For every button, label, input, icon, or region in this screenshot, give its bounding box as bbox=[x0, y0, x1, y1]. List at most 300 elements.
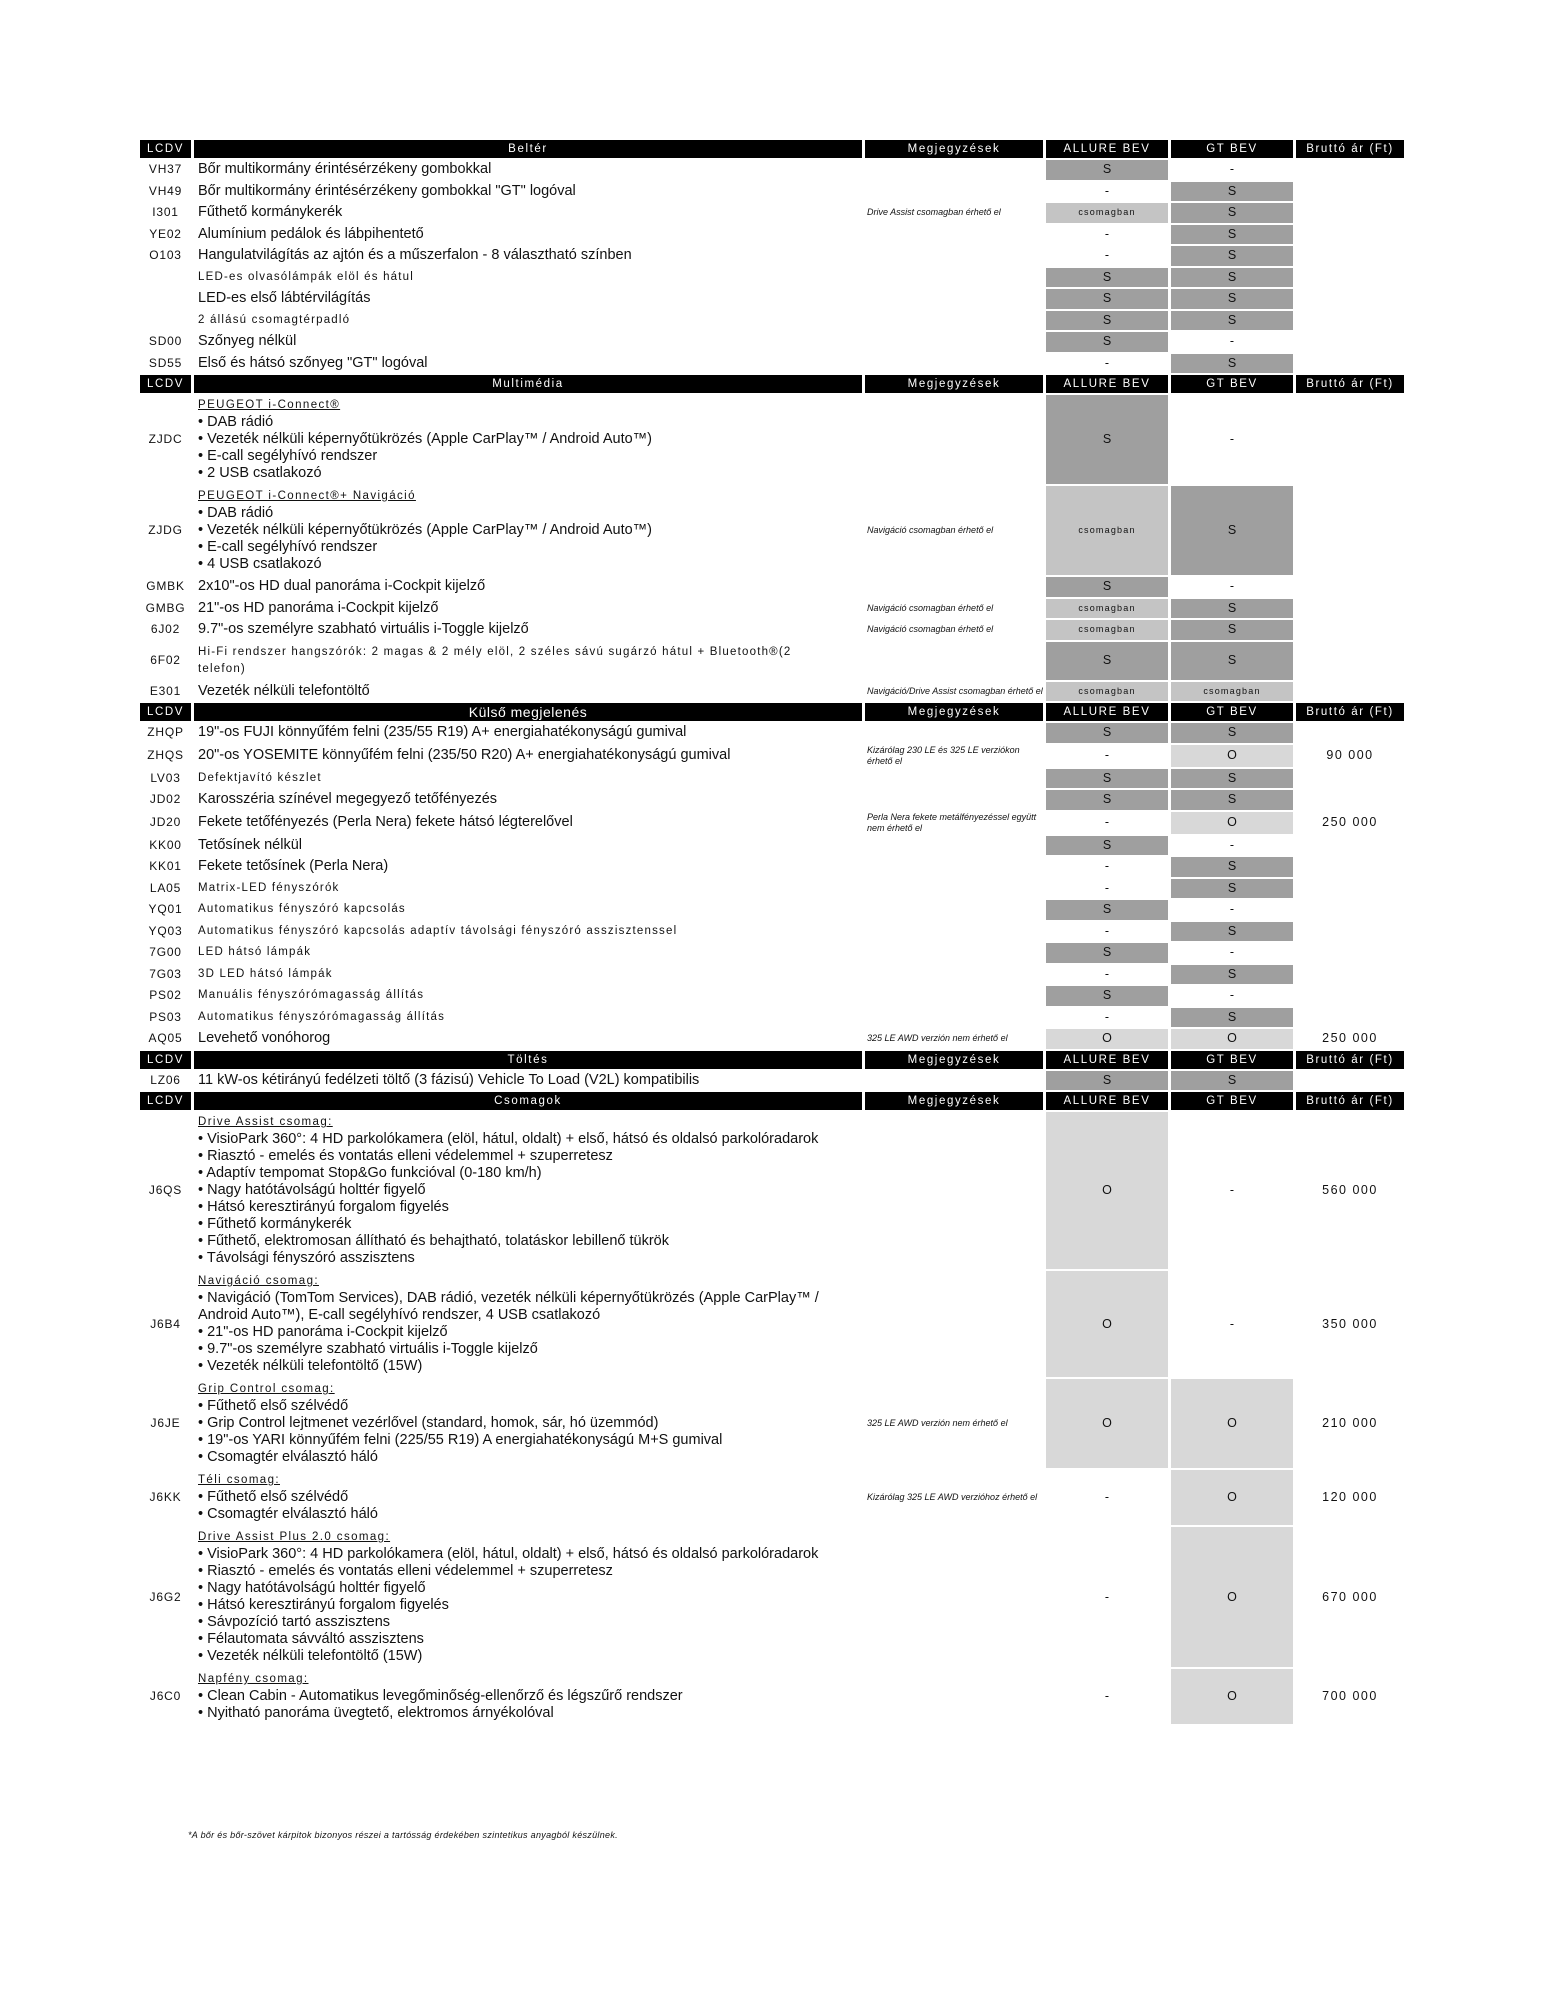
allure-value: csomagban bbox=[1046, 486, 1168, 575]
table-row bbox=[140, 1008, 1404, 1028]
header-allure: ALLURE BEV bbox=[1046, 1051, 1168, 1069]
header-price: Bruttó ár (Ft) bbox=[1296, 1092, 1404, 1110]
equipment-table bbox=[137, 138, 1407, 1726]
lcdv-code: KK00 bbox=[149, 837, 182, 852]
note bbox=[865, 311, 1043, 331]
gt-value: S bbox=[1171, 599, 1293, 619]
table-row bbox=[140, 836, 1404, 856]
lcdv-code: YQ01 bbox=[148, 902, 183, 917]
table-row bbox=[140, 268, 1404, 288]
section-header bbox=[140, 1051, 1404, 1069]
allure-value: - bbox=[1104, 748, 1110, 762]
price bbox=[1296, 182, 1404, 202]
gt-value: S bbox=[1171, 620, 1293, 640]
description-line: Automatikus fényszórómagasság állítás bbox=[198, 1010, 446, 1023]
gt-value: S bbox=[1171, 486, 1293, 575]
price bbox=[1296, 268, 1404, 288]
table-row bbox=[140, 599, 1404, 619]
gt-value: O bbox=[1171, 1379, 1293, 1468]
description-line: • 21"-os HD panoráma i-Cockpit kijelző bbox=[198, 1324, 448, 1340]
price bbox=[1296, 354, 1404, 374]
lcdv-code: JD02 bbox=[149, 792, 182, 807]
description bbox=[194, 225, 862, 245]
description-line: 2x10"-os HD dual panoráma i-Cockpit kijelző bbox=[198, 578, 486, 595]
price-list-sheet bbox=[137, 138, 1398, 1726]
gt-value: S bbox=[1171, 1071, 1293, 1091]
note bbox=[865, 836, 1043, 856]
header-lcdv: LCDV bbox=[140, 140, 191, 158]
allure-value: O bbox=[1046, 1112, 1168, 1269]
description-line: Fekete tetőfényezés (Perla Nera) fekete hátsó légterelővel bbox=[198, 814, 573, 830]
note: Navigáció/Drive Assist csomagban érhető el bbox=[867, 685, 1043, 696]
description-line: 2 állású csomagtérpadló bbox=[198, 313, 351, 326]
header-notes: Megjegyzések bbox=[865, 1092, 1043, 1110]
lcdv-code: ZHQS bbox=[147, 748, 184, 762]
gt-value: - bbox=[1229, 837, 1235, 852]
allure-value: - bbox=[1104, 1490, 1110, 1504]
lcdv-code: VH37 bbox=[148, 162, 183, 177]
header-gt: GT BEV bbox=[1171, 1092, 1293, 1110]
lcdv-code: PS02 bbox=[149, 988, 182, 1003]
gt-value: - bbox=[1229, 579, 1235, 594]
allure-value: O bbox=[1046, 1379, 1168, 1468]
section-header bbox=[140, 375, 1404, 393]
note: Kizárólag 325 LE AWD verzióhoz érhető el bbox=[867, 1492, 1038, 1502]
note: 325 LE AWD verzión nem érhető el bbox=[867, 1033, 1008, 1044]
allure-value: S bbox=[1046, 311, 1168, 331]
description bbox=[194, 1071, 862, 1091]
description bbox=[194, 879, 862, 899]
allure-value: - bbox=[1104, 226, 1110, 241]
note: Drive Assist csomagban érhető el bbox=[867, 207, 1001, 218]
gt-value: S bbox=[1171, 769, 1293, 789]
package-title: PEUGEOT i-Connect®+ Navigáció bbox=[198, 490, 416, 502]
package-title: PEUGEOT i-Connect® bbox=[198, 399, 341, 411]
price bbox=[1296, 682, 1404, 702]
header-lcdv: LCDV bbox=[140, 1051, 191, 1069]
lcdv-code: J6JE bbox=[150, 1416, 181, 1430]
package-title: Grip Control csomag: bbox=[198, 1383, 335, 1395]
description bbox=[194, 1008, 862, 1028]
price bbox=[1296, 1071, 1404, 1091]
table-row bbox=[140, 790, 1404, 810]
price bbox=[1296, 620, 1404, 640]
description-line: Fekete tetősínek (Perla Nera) bbox=[198, 858, 389, 875]
header-lcdv: LCDV bbox=[140, 375, 191, 393]
lcdv-code: 6F02 bbox=[150, 653, 181, 667]
description-line: • 9.7"-os személyre szabható virtuális i-Toggle kijelző bbox=[198, 1341, 538, 1357]
description-line: LED-es olvasólámpák elöl és hátul bbox=[198, 270, 415, 283]
note bbox=[865, 246, 1043, 266]
description bbox=[194, 182, 862, 202]
section-header bbox=[140, 1092, 1404, 1110]
description-line: • 19"-os YARI könnyűfém felni (225/55 R19) A energiahatékonyságú M+S gumival bbox=[198, 1432, 723, 1448]
allure-value: csomagban bbox=[1046, 203, 1168, 223]
package-title: Drive Assist Plus 2.0 csomag: bbox=[198, 1531, 391, 1543]
header-notes: Megjegyzések bbox=[865, 375, 1043, 393]
lcdv-code: E301 bbox=[149, 683, 182, 698]
price bbox=[1296, 289, 1404, 309]
price bbox=[1296, 900, 1404, 920]
note bbox=[865, 986, 1043, 1006]
price bbox=[1296, 943, 1404, 963]
table-row bbox=[140, 1029, 1404, 1049]
lcdv-code: ZHQP bbox=[147, 725, 184, 740]
note bbox=[865, 395, 1043, 484]
note bbox=[865, 1008, 1043, 1028]
allure-value: S bbox=[1046, 769, 1168, 789]
table-row bbox=[140, 1527, 1404, 1667]
allure-value: - bbox=[1104, 859, 1110, 874]
description bbox=[194, 986, 862, 1006]
description-line: • Hátsó keresztirányú forgalom figyelés bbox=[198, 1597, 449, 1613]
note bbox=[865, 577, 1043, 597]
description bbox=[194, 812, 862, 834]
lcdv-code: 7G00 bbox=[149, 945, 182, 960]
note bbox=[865, 289, 1043, 309]
table-row bbox=[140, 332, 1404, 352]
note bbox=[865, 1071, 1043, 1091]
description-line: • Nagy hatótávolságú holttér figyelő bbox=[198, 1182, 426, 1198]
description bbox=[194, 1029, 862, 1049]
description-line: • Fűthető első szélvédő bbox=[198, 1398, 349, 1414]
note bbox=[865, 1112, 1043, 1269]
gt-value: - bbox=[1229, 988, 1235, 1003]
description-line: • VisioPark 360°: 4 HD parkolókamera (elöl, hátul, oldalt) + első, hátsó és oldalsó parkolóradarok bbox=[198, 1546, 819, 1562]
price bbox=[1296, 332, 1404, 352]
note bbox=[865, 642, 1043, 680]
description-line: • Vezeték nélküli képernyőtükrözés (Apple CarPlay™ / Android Auto™) bbox=[198, 522, 653, 538]
description-line: • Vezeték nélküli képernyőtükrözés (Apple CarPlay™ / Android Auto™) bbox=[198, 431, 653, 447]
gt-value: S bbox=[1171, 289, 1293, 309]
package-title: Téli csomag: bbox=[198, 1474, 280, 1486]
gt-value: csomagban bbox=[1171, 682, 1293, 702]
table-row bbox=[140, 354, 1404, 374]
note bbox=[865, 900, 1043, 920]
description bbox=[194, 1527, 862, 1667]
description bbox=[194, 246, 862, 266]
note bbox=[865, 225, 1043, 245]
gt-value: - bbox=[1229, 162, 1235, 177]
price bbox=[1296, 922, 1404, 942]
table-row bbox=[140, 620, 1404, 640]
description bbox=[194, 486, 862, 575]
gt-value: O bbox=[1171, 1029, 1293, 1049]
price bbox=[1296, 577, 1404, 597]
description-line: Karosszéria színével megegyező tetőfényezés bbox=[198, 791, 498, 808]
table-row bbox=[140, 1470, 1404, 1525]
description-line: Alumínium pedálok és lábpihentető bbox=[198, 225, 424, 242]
description-line: • Riasztó - emelés és vontatás elleni védelemmel + szuperretesz bbox=[198, 1148, 613, 1164]
table-row bbox=[140, 723, 1404, 743]
lcdv-code: YE02 bbox=[149, 226, 182, 241]
gt-value: S bbox=[1171, 268, 1293, 288]
table-row bbox=[140, 1071, 1404, 1091]
allure-value: S bbox=[1046, 289, 1168, 309]
gt-value: S bbox=[1171, 879, 1293, 899]
description-line: • DAB rádió bbox=[198, 505, 274, 521]
price bbox=[1296, 395, 1404, 484]
price bbox=[1296, 723, 1404, 743]
description-line: Első és hátsó szőnyeg "GT" logóval bbox=[198, 354, 428, 371]
price bbox=[1296, 486, 1404, 575]
table-row bbox=[140, 395, 1404, 484]
lcdv-code: J6B4 bbox=[150, 1316, 181, 1331]
lcdv-code bbox=[140, 311, 191, 331]
allure-value: csomagban bbox=[1046, 599, 1168, 619]
note bbox=[865, 1271, 1043, 1377]
description bbox=[194, 332, 862, 352]
description-line: • Riasztó - emelés és vontatás elleni védelemmel + szuperretesz bbox=[198, 1563, 613, 1579]
table-row bbox=[140, 1379, 1404, 1468]
note bbox=[865, 943, 1043, 963]
description bbox=[194, 723, 862, 743]
allure-value: S bbox=[1046, 160, 1168, 180]
lcdv-code: SD55 bbox=[148, 355, 183, 370]
allure-value: - bbox=[1104, 355, 1110, 370]
table-row bbox=[140, 311, 1404, 331]
description bbox=[194, 1669, 862, 1724]
lcdv-code: J6C0 bbox=[149, 1689, 182, 1703]
section-header bbox=[140, 703, 1404, 721]
description bbox=[194, 836, 862, 856]
allure-value: - bbox=[1104, 815, 1110, 829]
table-row bbox=[140, 1112, 1404, 1269]
header-notes: Megjegyzések bbox=[865, 1051, 1043, 1069]
note bbox=[865, 1669, 1043, 1724]
description-line: Bőr multikormány érintésérzékeny gombokkal bbox=[198, 161, 492, 178]
package-title: Drive Assist csomag: bbox=[198, 1116, 333, 1128]
description bbox=[194, 790, 862, 810]
description-line: • Nyitható panoráma üvegtető, elektromos árnyékolóval bbox=[198, 1705, 554, 1721]
table-row bbox=[140, 879, 1404, 899]
gt-value: S bbox=[1171, 1008, 1293, 1028]
lcdv-code: SD00 bbox=[148, 334, 183, 349]
description-line: • 2 USB csatlakozó bbox=[198, 465, 322, 481]
gt-value: S bbox=[1171, 182, 1293, 202]
note bbox=[865, 965, 1043, 985]
gt-value: - bbox=[1229, 334, 1235, 349]
gt-value: - bbox=[1229, 432, 1235, 446]
note bbox=[865, 922, 1043, 942]
lcdv-code: 7G03 bbox=[149, 966, 182, 981]
lcdv-code: PS03 bbox=[149, 1009, 182, 1024]
gt-value: S bbox=[1171, 642, 1293, 680]
price bbox=[1296, 857, 1404, 877]
note bbox=[865, 769, 1043, 789]
header-allure: ALLURE BEV bbox=[1046, 140, 1168, 158]
lcdv-code: AQ05 bbox=[148, 1031, 183, 1046]
description-line: LED hátsó lámpák bbox=[198, 946, 312, 959]
table-row bbox=[140, 182, 1404, 202]
header-allure: ALLURE BEV bbox=[1046, 703, 1168, 721]
allure-value: S bbox=[1046, 943, 1168, 963]
section-header bbox=[140, 140, 1404, 158]
note bbox=[865, 790, 1043, 810]
note: 325 LE AWD verzión nem érhető el bbox=[867, 1418, 1008, 1428]
price bbox=[1296, 965, 1404, 985]
header-gt: GT BEV bbox=[1171, 703, 1293, 721]
allure-value: csomagban bbox=[1046, 682, 1168, 702]
allure-value: - bbox=[1104, 880, 1110, 895]
lcdv-code: O103 bbox=[149, 248, 182, 263]
note: Navigáció csomagban érhető el bbox=[867, 525, 994, 535]
price bbox=[1296, 203, 1404, 223]
gt-value: S bbox=[1171, 965, 1293, 985]
table-row bbox=[140, 965, 1404, 985]
allure-value: S bbox=[1046, 268, 1168, 288]
price bbox=[1296, 311, 1404, 331]
lcdv-code: 6J02 bbox=[150, 622, 181, 637]
gt-value: O bbox=[1171, 812, 1293, 834]
table-row bbox=[140, 986, 1404, 1006]
description bbox=[194, 620, 862, 640]
description bbox=[194, 599, 862, 619]
header-lcdv: LCDV bbox=[140, 1092, 191, 1110]
description bbox=[194, 160, 862, 180]
footnote: *A bőr és bőr-szövet kárpitok bizonyos részei a tartósság érdekében szintetikus anyagból készülnek. bbox=[188, 1830, 618, 1840]
table-row bbox=[140, 745, 1404, 767]
description bbox=[194, 900, 862, 920]
note bbox=[865, 332, 1043, 352]
price: 670 000 bbox=[1322, 1589, 1378, 1604]
description bbox=[194, 268, 862, 288]
allure-value: S bbox=[1046, 836, 1168, 856]
lcdv-code: GMBK bbox=[146, 579, 185, 594]
price bbox=[1296, 160, 1404, 180]
lcdv-code: GMBG bbox=[145, 600, 186, 615]
description-line: • Távolsági fényszóró asszisztens bbox=[198, 1250, 415, 1266]
lcdv-code: VH49 bbox=[148, 183, 183, 198]
description bbox=[194, 922, 862, 942]
description-line: Manuális fényszórómagasság állítás bbox=[198, 989, 425, 1002]
lcdv-code: YQ03 bbox=[148, 923, 183, 938]
price bbox=[1296, 769, 1404, 789]
description-line: • Fűthető első szélvédő bbox=[198, 1489, 349, 1505]
gt-value: S bbox=[1171, 246, 1293, 266]
lcdv-code: I301 bbox=[152, 205, 179, 220]
description bbox=[194, 1470, 862, 1525]
table-row bbox=[140, 812, 1404, 834]
allure-value: S bbox=[1046, 900, 1168, 920]
description-line: • Csomagtér elválasztó háló bbox=[198, 1506, 378, 1522]
header-allure: ALLURE BEV bbox=[1046, 375, 1168, 393]
table-row bbox=[140, 642, 1404, 680]
allure-value: S bbox=[1046, 1071, 1168, 1091]
price bbox=[1296, 599, 1404, 619]
description bbox=[194, 642, 862, 680]
description-line: Matrix-LED fényszórók bbox=[198, 881, 340, 894]
description-line: 19"-os FUJI könnyűfém felni (235/55 R19) A+ energiahatékonyságú gumival bbox=[198, 724, 687, 741]
description bbox=[194, 965, 862, 985]
description bbox=[194, 311, 862, 331]
note bbox=[865, 879, 1043, 899]
description bbox=[194, 395, 862, 484]
gt-value: S bbox=[1171, 857, 1293, 877]
allure-value: - bbox=[1104, 1689, 1110, 1703]
price bbox=[1296, 642, 1404, 680]
lcdv-code: J6KK bbox=[149, 1490, 182, 1504]
description-line: Hangulatvilágítás az ajtón és a műszerfalon - 8 választható színben bbox=[198, 247, 632, 264]
description bbox=[194, 1379, 862, 1468]
header-notes: Megjegyzések bbox=[865, 140, 1043, 158]
note: Kizárólag 230 LE és 325 LE verziókon érhető el bbox=[867, 744, 1020, 766]
description-line: • Csomagtér elválasztó háló bbox=[198, 1449, 378, 1465]
lcdv-code: J6G2 bbox=[149, 1589, 182, 1604]
description-line: Bőr multikormány érintésérzékeny gombokkal "GT" logóval bbox=[198, 182, 576, 199]
description-line: • Fűthető, elektromosan állítható és behajtható, tolatáskor lebillenő tükrök bbox=[198, 1233, 669, 1249]
header-price: Bruttó ár (Ft) bbox=[1296, 703, 1404, 721]
table-row bbox=[140, 203, 1404, 223]
allure-value: S bbox=[1046, 986, 1168, 1006]
note bbox=[865, 268, 1043, 288]
description-line: • E-call segélyhívó rendszer bbox=[198, 539, 378, 555]
note: Navigáció csomagban érhető el bbox=[867, 602, 994, 613]
allure-value: - bbox=[1104, 183, 1110, 198]
price bbox=[1296, 225, 1404, 245]
description-line: • Clean Cabin - Automatikus levegőminőség-ellenőrző és légszűrő rendszer bbox=[198, 1688, 683, 1704]
price: 700 000 bbox=[1322, 1689, 1378, 1703]
description-line: 3D LED hátsó lámpák bbox=[198, 967, 333, 980]
lcdv-code: LZ06 bbox=[150, 1072, 181, 1087]
description-line: • Navigáció (TomTom Services), DAB rádió, vezeték nélküli képernyőtükrözés (Apple CarPlay™ / bbox=[198, 1290, 819, 1306]
price: 560 000 bbox=[1322, 1183, 1378, 1197]
description-line: • Nagy hatótávolságú holttér figyelő bbox=[198, 1580, 426, 1596]
description-line: • VisioPark 360°: 4 HD parkolókamera (elöl, hátul, oldalt) + első, hátsó és oldalsó parkolóradarok bbox=[198, 1131, 819, 1147]
gt-value: - bbox=[1229, 1183, 1235, 1197]
allure-value: - bbox=[1104, 923, 1110, 938]
description-line: 9.7"-os személyre szabható virtuális i-Toggle kijelző bbox=[198, 621, 529, 638]
gt-value: - bbox=[1229, 1316, 1235, 1331]
table-row bbox=[140, 160, 1404, 180]
header-gt: GT BEV bbox=[1171, 1051, 1293, 1069]
description-line: Tetősínek nélkül bbox=[198, 836, 302, 853]
allure-value: S bbox=[1046, 723, 1168, 743]
table-row bbox=[140, 1669, 1404, 1724]
note bbox=[865, 723, 1043, 743]
note bbox=[865, 1527, 1043, 1667]
allure-value: S bbox=[1046, 642, 1168, 680]
gt-value: O bbox=[1171, 1470, 1293, 1525]
description bbox=[194, 203, 862, 223]
price: 250 000 bbox=[1322, 815, 1378, 829]
allure-value: S bbox=[1046, 577, 1168, 597]
description-line: Hi-Fi rendszer hangszórók: 2 magas & 2 mély elöl, 2 széles sávú sugárzó hátul + Bluetooth®(2 bbox=[198, 645, 792, 658]
allure-value: csomagban bbox=[1046, 620, 1168, 640]
description-line: • Vezeték nélküli telefontöltő (15W) bbox=[198, 1358, 423, 1374]
price bbox=[1296, 879, 1404, 899]
description bbox=[194, 1271, 862, 1377]
lcdv-code bbox=[140, 289, 191, 309]
description-line: 20"-os YOSEMITE könnyűfém felni (235/50 R20) A+ energiahatékonyságú gumival bbox=[198, 747, 731, 763]
table-row bbox=[140, 943, 1404, 963]
table-row bbox=[140, 1271, 1404, 1377]
note: Navigáció csomagban érhető el bbox=[867, 624, 994, 635]
price: 210 000 bbox=[1322, 1416, 1378, 1430]
header-section-title: Multimédia bbox=[194, 375, 862, 393]
lcdv-code bbox=[140, 268, 191, 288]
price: 90 000 bbox=[1326, 748, 1374, 762]
description-line: • Adaptív tempomat Stop&Go funkcióval (0-180 km/h) bbox=[198, 1165, 542, 1181]
table-row bbox=[140, 900, 1404, 920]
description-line: telefon) bbox=[198, 662, 246, 675]
description-line: • E-call segélyhívó rendszer bbox=[198, 448, 378, 464]
price: 120 000 bbox=[1322, 1490, 1378, 1504]
note bbox=[865, 857, 1043, 877]
table-row bbox=[140, 922, 1404, 942]
description-line: Android Auto™), E-call segélyhívó rendszer, 4 USB csatlakozó bbox=[198, 1307, 601, 1323]
description bbox=[194, 577, 862, 597]
